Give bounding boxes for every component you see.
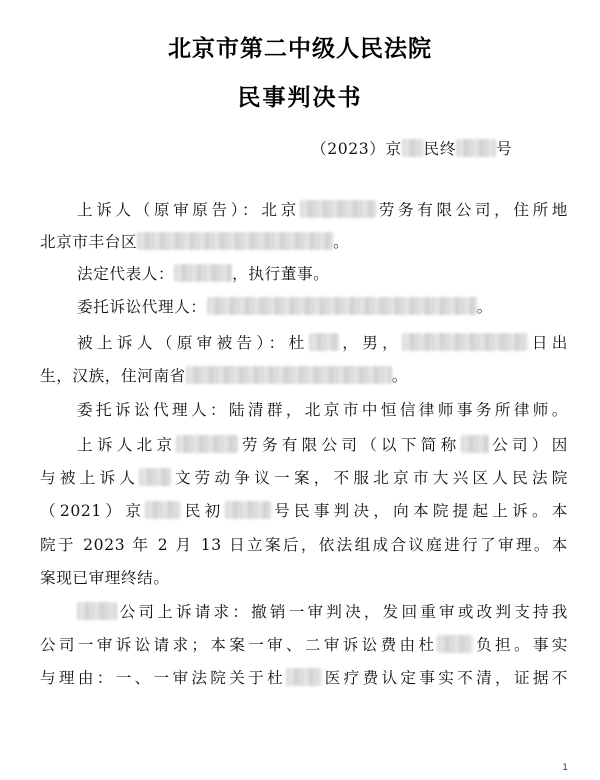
text-segment: 文劳动争议一案，不服北京市大兴区人民法院 — [171, 469, 568, 487]
case-number-suffix: 号 — [496, 140, 513, 158]
text-segment: ，执行董事。 — [232, 265, 330, 283]
text-segment: 北京市丰台区 — [40, 233, 138, 251]
redacted-block — [456, 139, 496, 157]
text-segment: 与被上诉人 — [40, 469, 140, 487]
redacted-block — [437, 635, 473, 653]
summary-line-5: 案现已审理终结。 — [40, 569, 170, 587]
text-segment: 日出 — [528, 334, 568, 352]
text-segment: 委托诉讼代理人： — [77, 298, 207, 316]
case-number — [311, 137, 512, 161]
text-segment: 。 — [333, 233, 350, 251]
appellee-line-1 — [77, 331, 568, 355]
redacted-block — [77, 602, 117, 620]
text-segment: 。 — [476, 298, 493, 316]
redacted-block — [309, 333, 339, 351]
case-number-middle: 民终 — [423, 140, 457, 158]
redacted-block — [402, 333, 528, 351]
appellee-line-2 — [40, 364, 568, 388]
appellant-line-2 — [40, 230, 568, 254]
redacted-block — [286, 668, 322, 686]
legal-representative-line — [77, 262, 568, 286]
redacted-block — [174, 264, 232, 282]
text-segment: 被上诉人（原审被告）：杜 — [77, 334, 309, 352]
claims-line-3 — [40, 666, 568, 690]
text-segment: 公司）因 — [488, 436, 568, 454]
summary-line-4: 院于 2023 年 2 月 13 日立案后，依法组成合议庭进行了审理。本 — [40, 536, 568, 554]
text-segment: 医疗费认定事实不清，证据不 — [322, 669, 568, 687]
summary-line-1 — [77, 433, 568, 457]
redacted-block — [402, 139, 424, 157]
redacted-block — [225, 501, 271, 519]
text-segment: 上诉人北京 — [77, 436, 177, 454]
agent-line-2: 委托诉讼代理人：陆清群，北京市中恒信律师事务所律师。 — [77, 401, 568, 419]
redacted-block — [300, 200, 376, 218]
text-segment: 公司上诉请求：撤销一审判决，发回重审或改判支持我 — [117, 603, 568, 621]
text-segment: 。 — [391, 367, 408, 385]
agent-line-1 — [77, 295, 568, 319]
case-number-prefix: （2023）京 — [311, 140, 402, 158]
court-name: 北京市第二中级人民法院 — [168, 36, 432, 62]
redacted-block — [176, 435, 238, 453]
redacted-block — [461, 435, 489, 453]
text-segment: 与理由：一、一审法院关于杜 — [40, 669, 286, 687]
text-segment: 号民事判决，向本院提起上诉。本 — [270, 502, 568, 520]
text-segment: 公司一审诉讼请求；本案一审、二审诉讼费由杜 — [40, 636, 438, 654]
document-type-title: 民事判决书 — [237, 85, 363, 111]
text-segment: 负担。事实 — [473, 636, 568, 654]
claims-line-2 — [40, 633, 568, 657]
appellant-line-1 — [77, 198, 568, 222]
text-segment: 上诉人（原审原告）：北京 — [77, 201, 300, 219]
text-segment: 法定代表人： — [77, 265, 175, 283]
redacted-block — [137, 232, 333, 250]
text-segment: 生，汉族，住河南省 — [40, 367, 186, 385]
redacted-block — [207, 297, 477, 315]
page-number: 1 — [562, 763, 568, 773]
redacted-block — [145, 501, 181, 519]
summary-line-3 — [40, 499, 568, 523]
text-segment: 劳务有限公司，住所地 — [375, 201, 568, 219]
text-segment: （2021）京 — [40, 502, 146, 520]
text-segment: 劳务有限公司（以下简称 — [238, 436, 461, 454]
summary-line-2 — [40, 466, 568, 490]
claims-line-1 — [77, 600, 568, 624]
redacted-block — [186, 366, 392, 384]
redacted-block — [139, 468, 171, 486]
text-segment: ，男， — [338, 334, 403, 352]
text-segment: 民初 — [181, 502, 225, 520]
